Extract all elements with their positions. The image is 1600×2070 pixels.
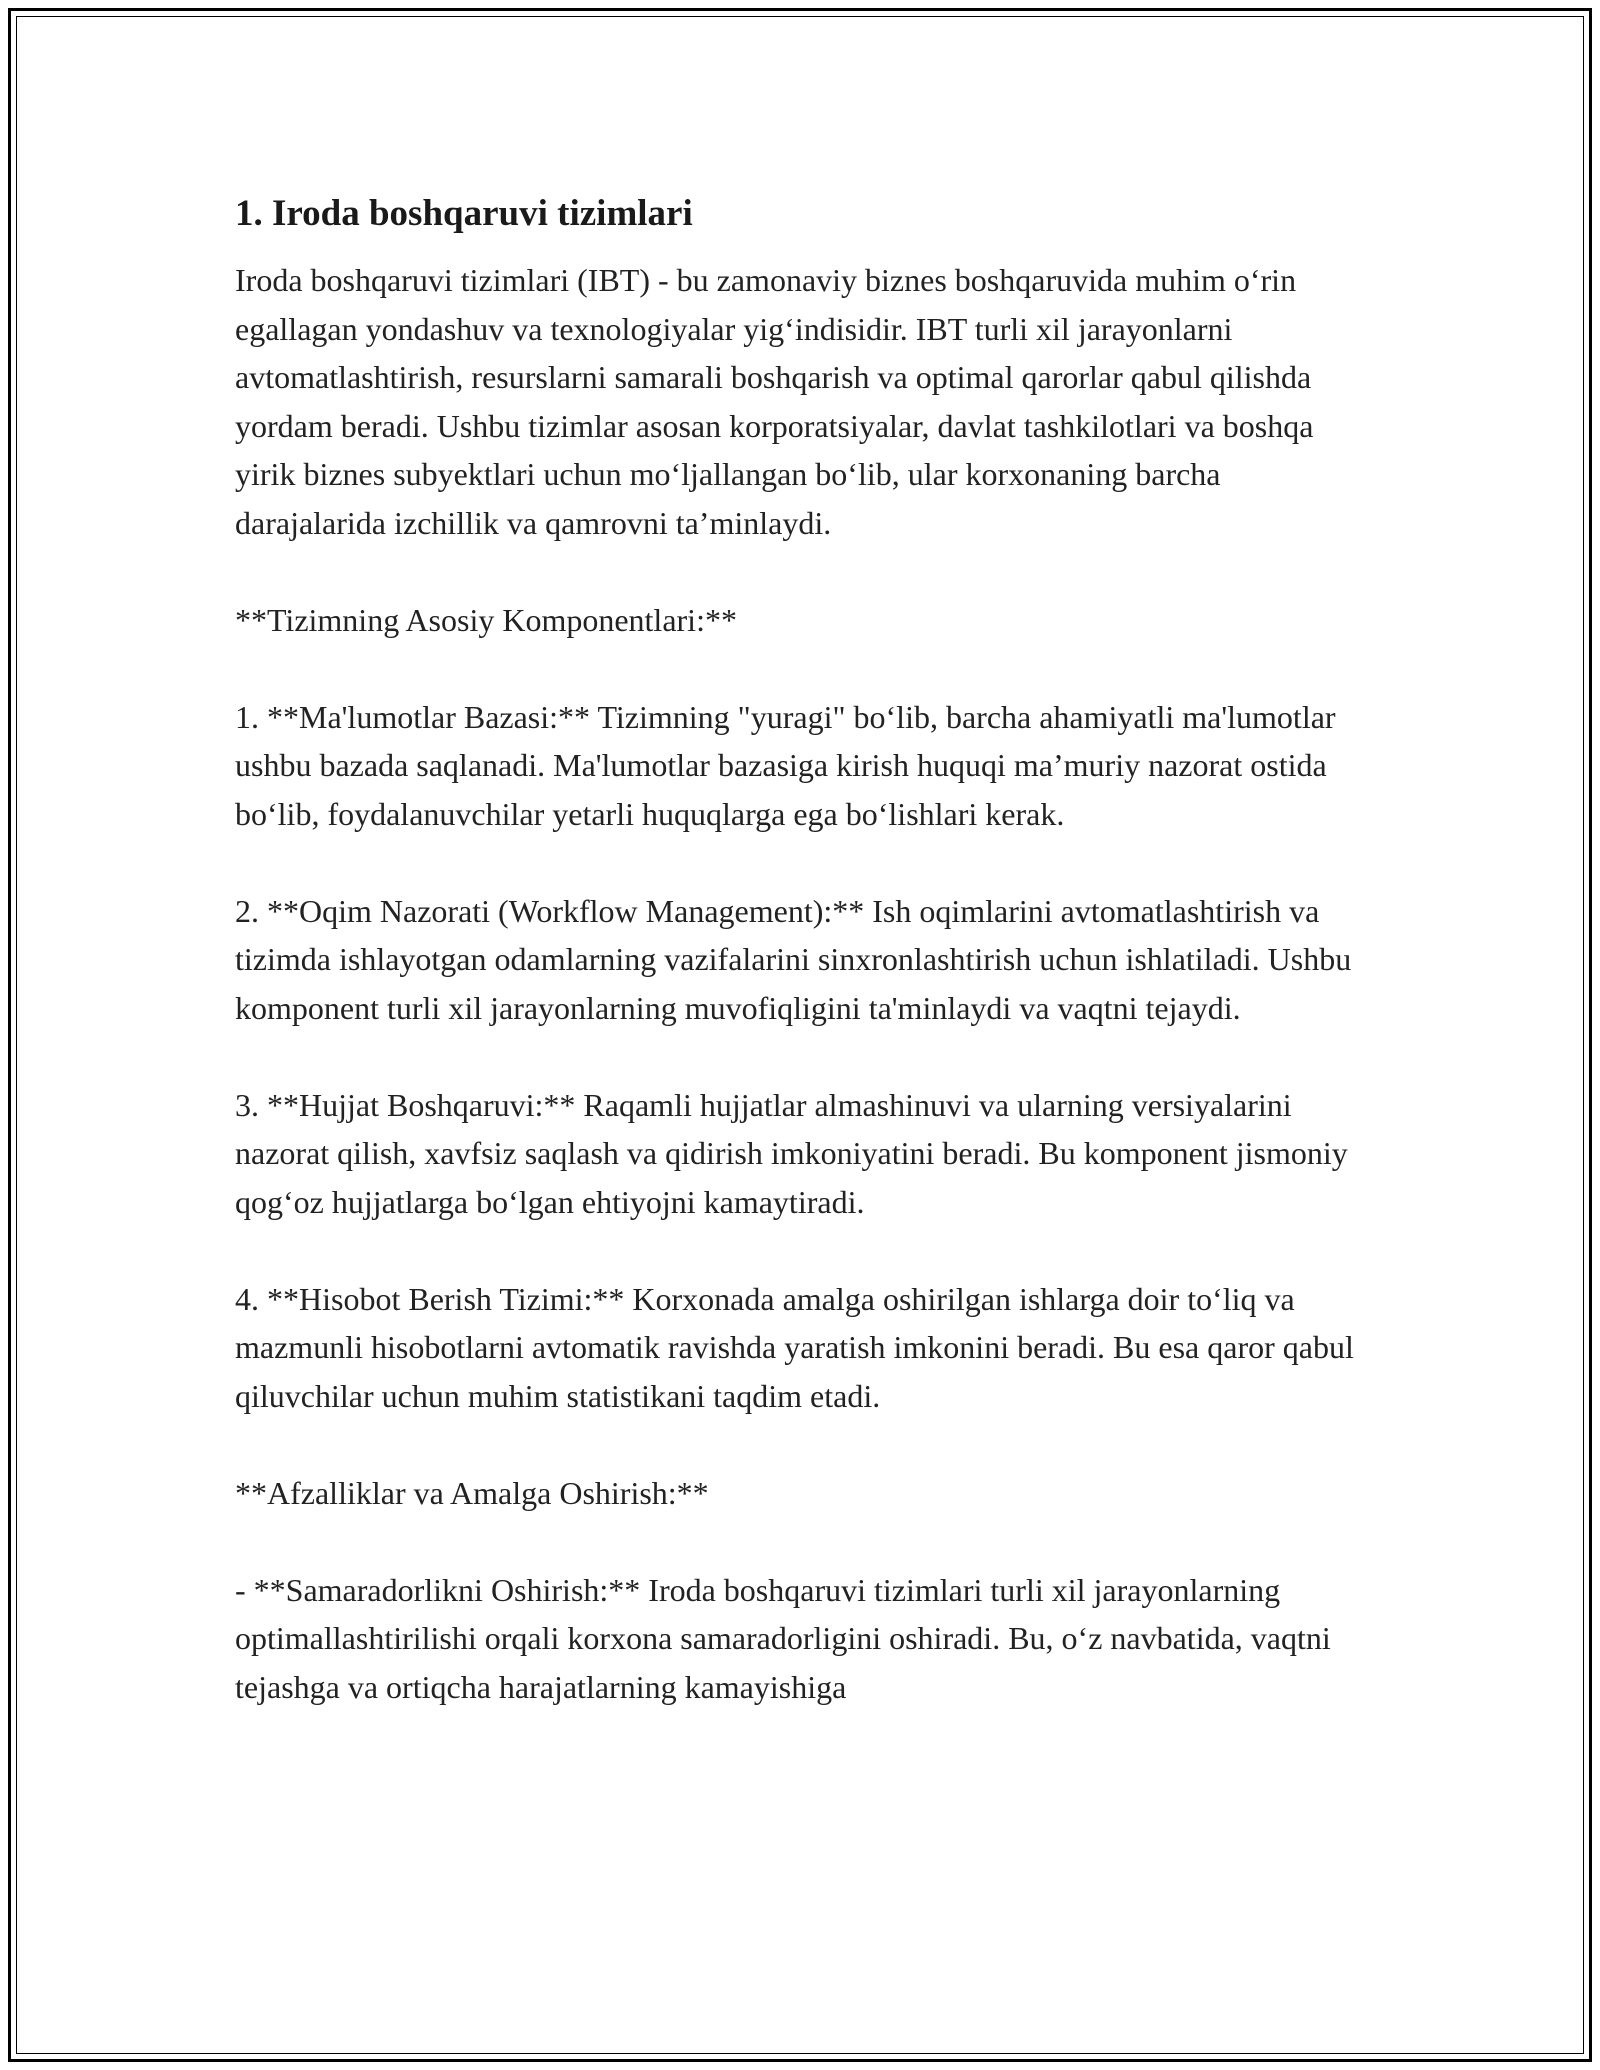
benefits-subheading: **Afzalliklar va Amalga Oshirish:**: [235, 1474, 709, 1511]
component-item-reporting: 4. **Hisobot Berish Tizimi:** Korxonada amalga oshirilgan ishlarga doir to‘liq va mazmunli hisobotlarni avtomatik ravishda yaratish imkonini beradi. Bu esa qaror qabul qiluvchilar uchun muhim statistikani taqdim etadi.: [235, 1280, 1354, 1414]
component-item-workflow: 2. **Oqim Nazorati (Workflow Management):** Ish oqimlarini avtomatlashtirish va tizimda ishlayotgan odamlarning vazifalarini sinxronlashtirish uchun ishlatiladi. Ushbu komponent turli xil jarayonlarning muvofiqligini ta'minlaydi va vaqtni tejaydi.: [235, 892, 1352, 1026]
components-subheading: **Tizimning Asosiy Komponentlari:**: [235, 601, 737, 638]
component-item-documents: 3. **Hujjat Boshqaruvi:** Raqamli hujjatlar almashinuvi va ularning versiyalarini nazorat qilish, xavfsiz saqlash va qidirish imkoniyatini beradi. Bu komponent jismoniy qog‘oz hujjatlarga bo‘lgan ehtiyojni kamaytiradi.: [235, 1086, 1348, 1220]
component-item-database: 1. **Ma'lumotlar Bazasi:** Tizimning "yuragi" bo‘lib, barcha ahamiyatli ma'lumotlar ushbu bazada saqlanadi. Ma'lumotlar bazasiga kirish huquqi ma’muriy nazorat ostida bo‘lib, foydalanuvchilar yetarli huquqlarga ega bo‘lishlari kerak.: [235, 698, 1336, 832]
intro-paragraph: Iroda boshqaruvi tizimlari (IBT) - bu zamonaviy biznes boshqaruvida muhim o‘rin egallagan yondashuv va texnologiyalar yig‘indisidir. IBT turli xil jarayonlarni avtomatlashtirish, resurslarni samarali boshqarish va optimal qarorlar qabul qilishda yordam beradi. Ushbu tizimlar asosan korporatsiyalar, davlat tashkilotlari va boshqa yirik biznes subyektlari uchun mo‘ljallangan bo‘lib, ular korxonaning barcha darajalarida izchillik va qamrovni ta’minlaydi.: [235, 262, 1314, 541]
document-body: [235, 188, 1365, 1711]
section-heading: 1. Iroda boshqaruvi tizimlari: [235, 193, 693, 234]
benefit-item-efficiency: - **Samaradorlikni Oshirish:** Iroda boshqaruvi tizimlari turli xil jarayonlarning optimallashtirilishi orqali korxona samaradorligini oshiradi. Bu, o‘z navbatida, vaqtni tejashga va ortiqcha harajatlarning kamayishiga: [235, 1571, 1331, 1705]
